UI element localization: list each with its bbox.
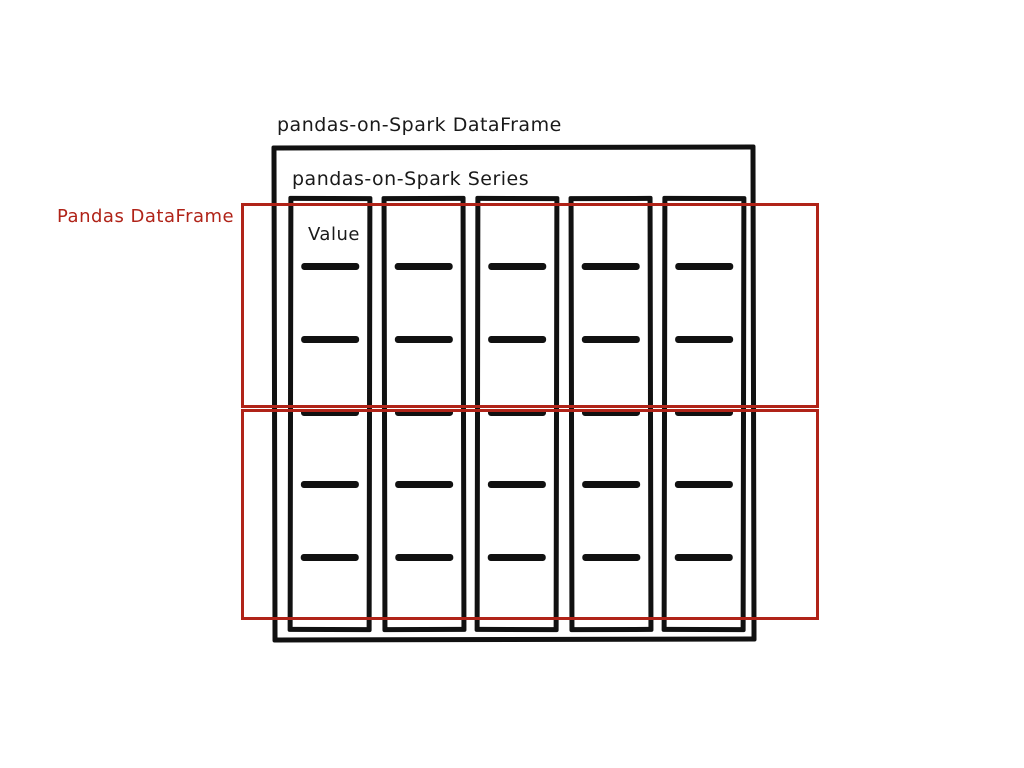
pandas-on-spark-series-label: pandas-on-Spark Series <box>292 168 530 190</box>
pandas-dataframe-partition-lower <box>241 409 819 620</box>
pandas-on-spark-dataframe-label: pandas-on-Spark DataFrame <box>277 114 562 136</box>
value-column-header: Value <box>308 224 360 245</box>
pandas-dataframe-label: Pandas DataFrame <box>57 206 235 227</box>
